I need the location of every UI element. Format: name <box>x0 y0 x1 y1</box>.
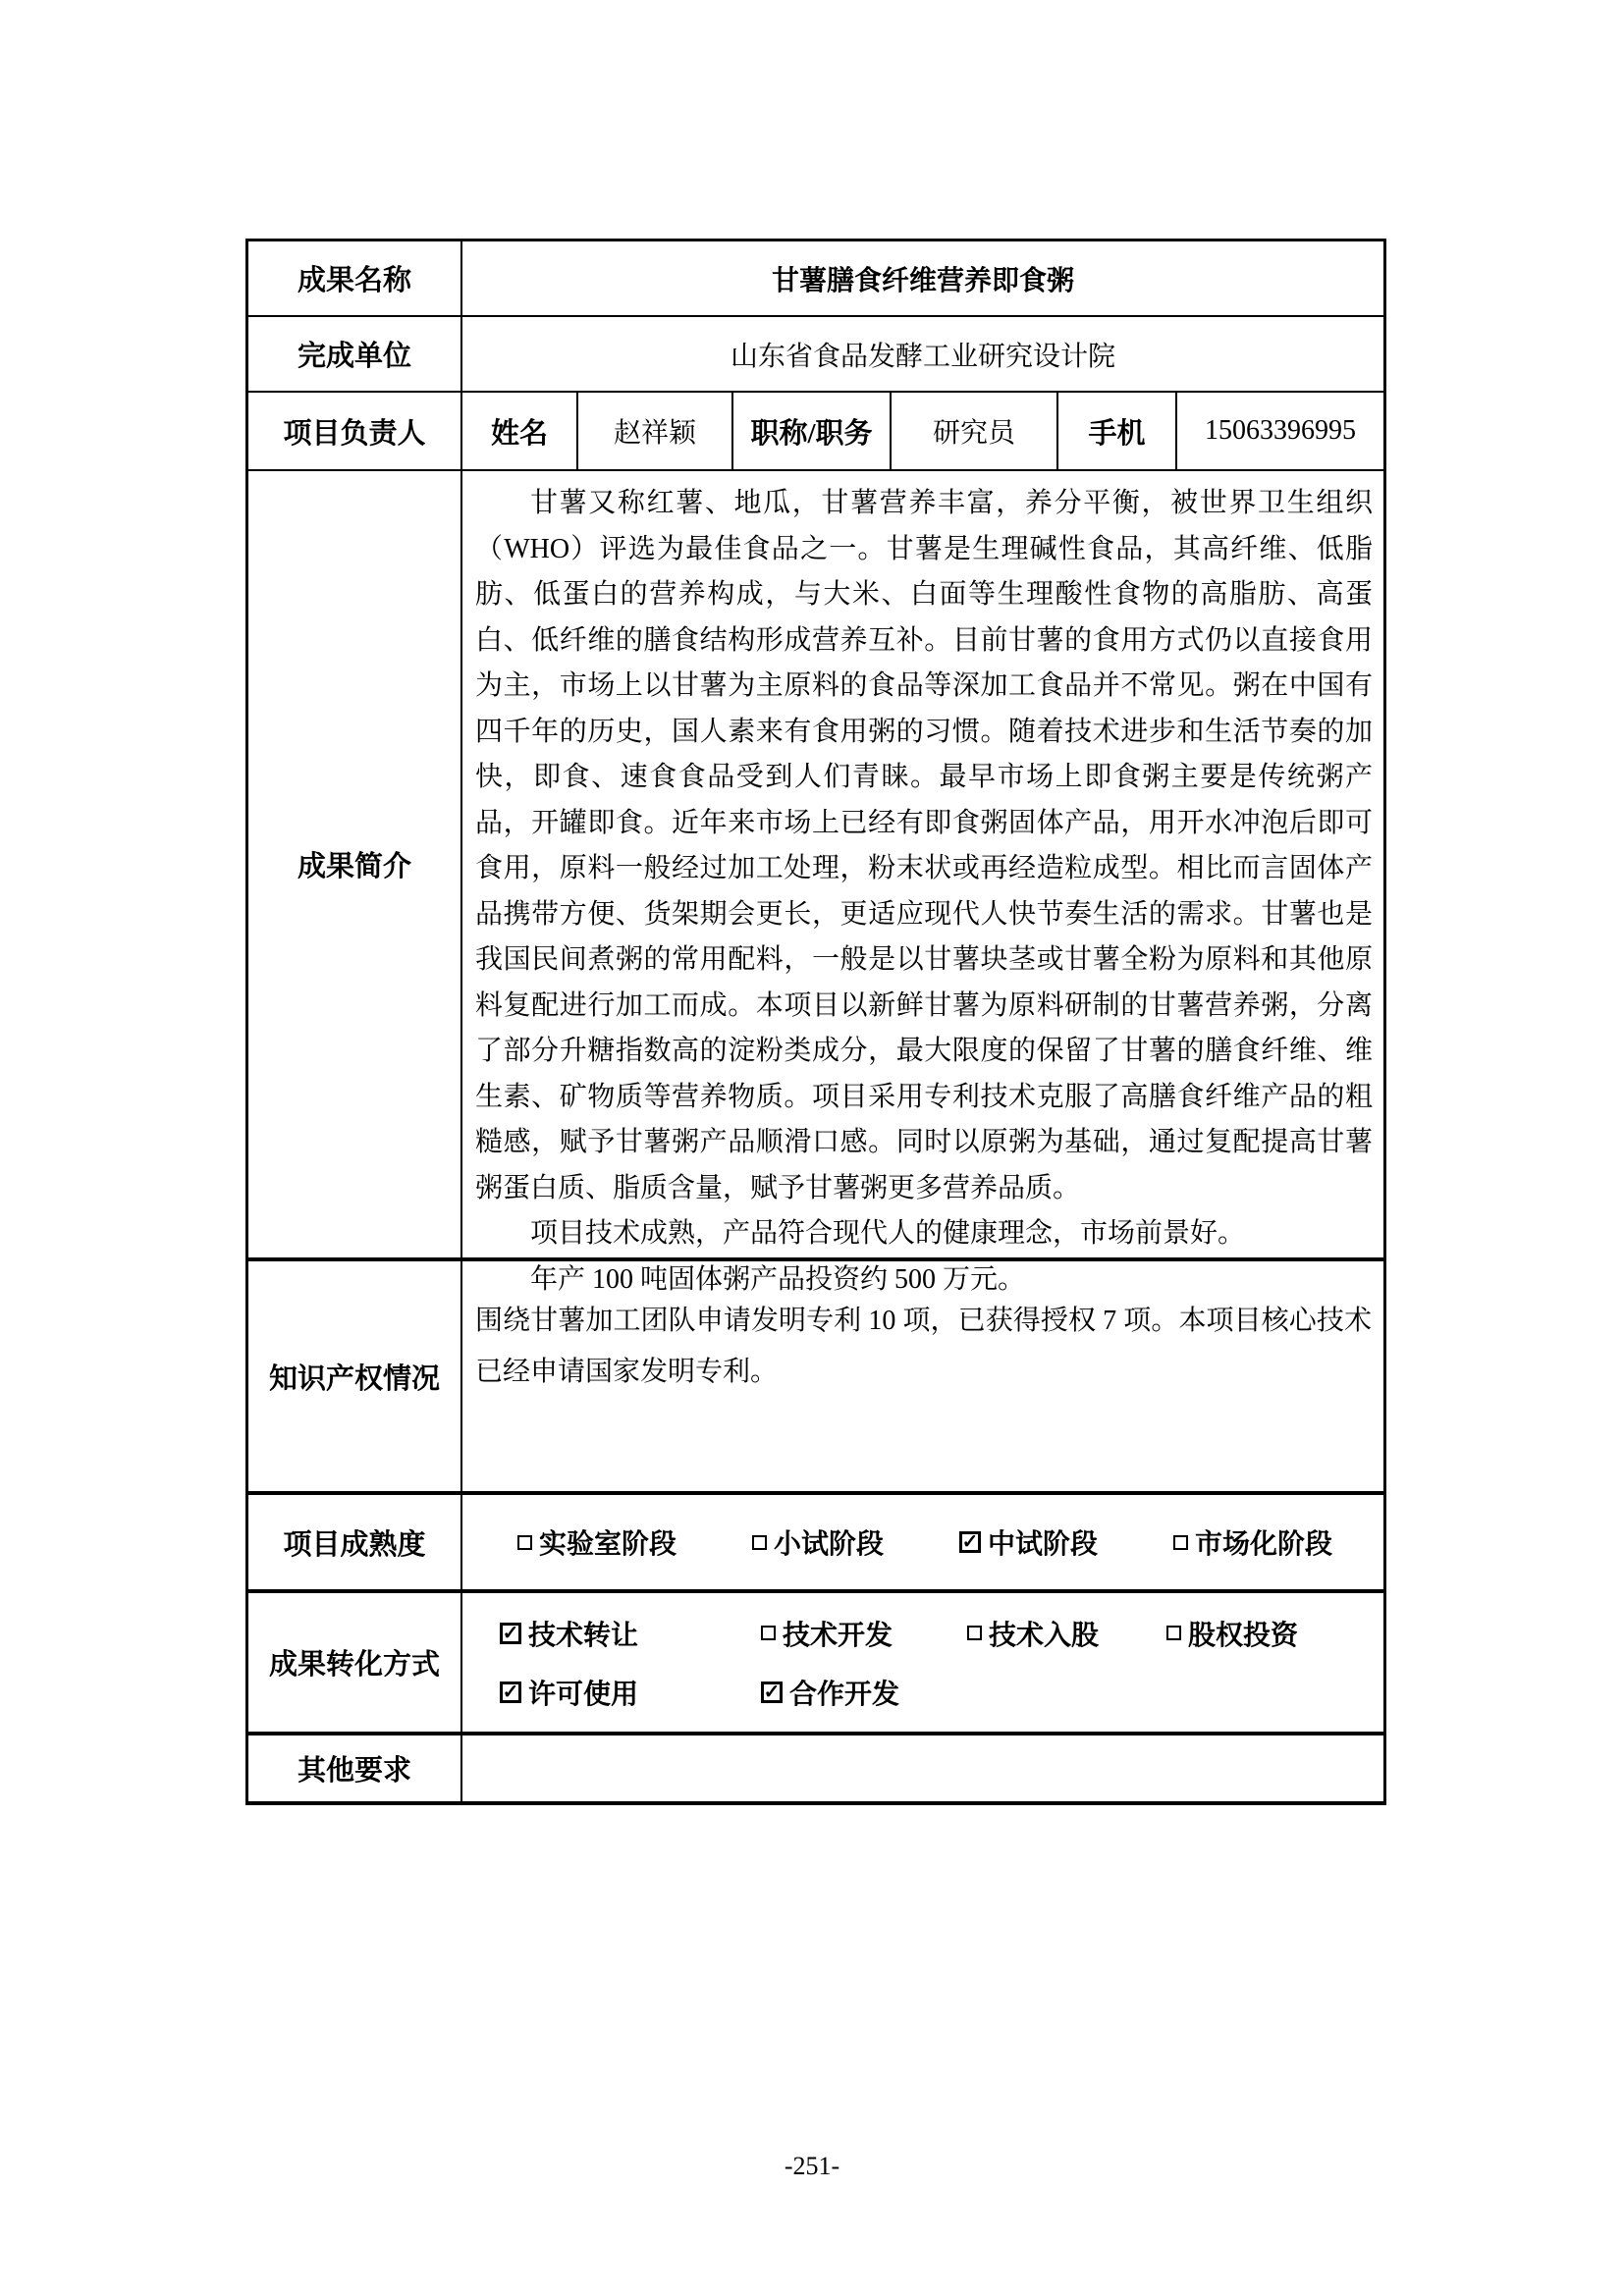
transform-option-cooperate-label: 合作开发 <box>789 1679 900 1710</box>
intro-paragraph-3: 年产 100 吨固体粥产品投资约 500 万元。 <box>530 1263 1026 1295</box>
completing-unit-label: 完成单位 <box>248 317 462 391</box>
title-label: 职称/职务 <box>733 393 892 469</box>
transform-method-options <box>462 1593 1383 1732</box>
transform-option-develop <box>761 1614 967 1653</box>
checkbox-tech-shares-icon <box>967 1626 982 1640</box>
transform-option-equity-label: 技术入股 <box>989 1620 1100 1651</box>
checkbox-tech-transfer-checked-icon: ✓ <box>500 1623 521 1644</box>
transform-option-license-label: 许可使用 <box>528 1679 639 1710</box>
transform-line-1 <box>500 1614 1383 1653</box>
achievement-form-table <box>245 239 1386 1805</box>
transform-option-cooperate <box>761 1673 899 1712</box>
maturity-option-pilot-label: 中试阶段 <box>987 1529 1098 1560</box>
maturity-option-lab <box>517 1522 677 1562</box>
intro-paragraph-1: 甘薯又称红薯、地瓜，甘薯营养丰富，养分平衡，被世界卫生组织（WHO）评选为最佳食品之一。甘薯是生理碱性食品，其高纤维、低脂肪、低蛋白的营养构成，与大米、白面等生理酸性食物的高脂肪、高蛋白、低纤维的膳食结构形成营养互补。目前甘薯的食用方式仍以直接食用为主，市场上以甘薯为主原料的食品等深加工食品并不常见。粥在中国有四千年的历史，国人素来有食用粥的习惯。随着技术进步和生活节奏的加快，即食、速食食品受到人们青睐。最早市场上即食粥主要是传统粥产品，开罐即食。近年来市场上已经有即食粥固体产品，用开水冲泡后即可食用，原料一般经过加工处理，粉末状或再经造粒成型。相比而言固体产品携带方便、货架期会更长，更适应现代人快节奏生活的需求。甘薯也是我国民间煮粥的常用配料，一般是以甘薯块茎或甘薯全粉为原料和其他原料复配进行加工而成。本项目以新鲜甘薯为原料研制的甘薯营养粥，分离了部分升糖指数高的淀粉类成分，最大限度的保留了甘薯的膳食纤维、维生素、矿物质等营养物质。项目采用专利技术克服了高膳食纤维产品的粗糙感，赋予甘薯粥产品顺滑口感。同时以原粥为基础，通过复配提高甘薯粥蛋白质、脂质含量，赋予甘薯粥更多营养品质。 <box>475 488 1373 1203</box>
checkbox-equity-invest-icon <box>1166 1626 1181 1640</box>
result-intro-text <box>462 471 1383 1295</box>
transform-line-2 <box>500 1673 1383 1712</box>
checkbox-license-checked-icon: ✓ <box>500 1682 521 1703</box>
checkbox-small-trial-icon <box>752 1535 767 1550</box>
checkbox-market-stage-icon <box>1173 1535 1188 1550</box>
result-intro-label: 成果简介 <box>248 471 462 1257</box>
title-value: 研究员 <box>892 393 1058 469</box>
checkbox-lab-stage-icon <box>517 1535 532 1550</box>
row-result-name <box>248 241 1383 317</box>
transform-option-investment-label: 股权投资 <box>1188 1620 1299 1651</box>
row-ip-status <box>248 1261 1383 1495</box>
row-other-requirements <box>248 1735 1383 1801</box>
mobile-value: 15063396995 <box>1205 415 1356 446</box>
maturity-option-lab-label: 实验室阶段 <box>539 1529 677 1560</box>
maturity-option-market-label: 市场化阶段 <box>1194 1529 1332 1560</box>
result-name-label: 成果名称 <box>248 241 462 315</box>
transform-option-develop-label: 技术开发 <box>783 1620 893 1651</box>
maturity-option-market <box>1173 1522 1332 1562</box>
row-maturity <box>248 1495 1383 1593</box>
project-leader-label: 项目负责人 <box>248 393 462 469</box>
intro-paragraph-2: 项目技术成熟，产品符合现代人的健康理念，市场前景好。 <box>530 1218 1246 1249</box>
name-value: 赵祥颖 <box>578 393 733 469</box>
checkbox-cooperate-checked-icon: ✓ <box>761 1682 783 1703</box>
other-requirements-value <box>462 1735 1383 1801</box>
checkbox-tech-develop-icon <box>761 1626 776 1640</box>
transform-option-equity <box>967 1614 1166 1653</box>
row-completing-unit <box>248 317 1383 393</box>
other-requirements-label: 其他要求 <box>248 1735 462 1801</box>
maturity-option-small-trial-label: 小试阶段 <box>773 1529 884 1560</box>
maturity-option-small-trial <box>752 1522 884 1562</box>
page-number: -251- <box>784 2152 840 2180</box>
maturity-options <box>462 1495 1383 1589</box>
name-label: 姓名 <box>462 393 578 469</box>
completing-unit-value: 山东省食品发酵工业研究设计院 <box>730 341 1115 372</box>
ip-status-label: 知识产权情况 <box>248 1261 462 1491</box>
transform-option-license <box>500 1673 761 1712</box>
maturity-option-pilot <box>959 1522 1098 1562</box>
transform-method-label: 成果转化方式 <box>248 1593 462 1732</box>
maturity-label: 项目成熟度 <box>248 1495 462 1589</box>
ip-status-text-wrap <box>462 1261 1383 1491</box>
transform-option-transfer-label: 技术转让 <box>528 1620 639 1651</box>
transform-option-transfer <box>500 1614 761 1653</box>
checkbox-pilot-checked-icon: ✓ <box>959 1531 981 1553</box>
mobile-label: 手机 <box>1058 393 1177 469</box>
transform-option-investment <box>1166 1614 1298 1653</box>
row-project-leader <box>248 393 1383 471</box>
ip-status-text: 围绕甘薯加工团队申请发明专利 10 项，已获得授权 7 项。本项目核心技术已经申请国家发明专利。 <box>475 1306 1372 1387</box>
result-name-value: 甘薯膳食纤维营养即食粥 <box>771 265 1074 296</box>
row-transform-method <box>248 1593 1383 1735</box>
row-result-intro <box>248 471 1383 1295</box>
